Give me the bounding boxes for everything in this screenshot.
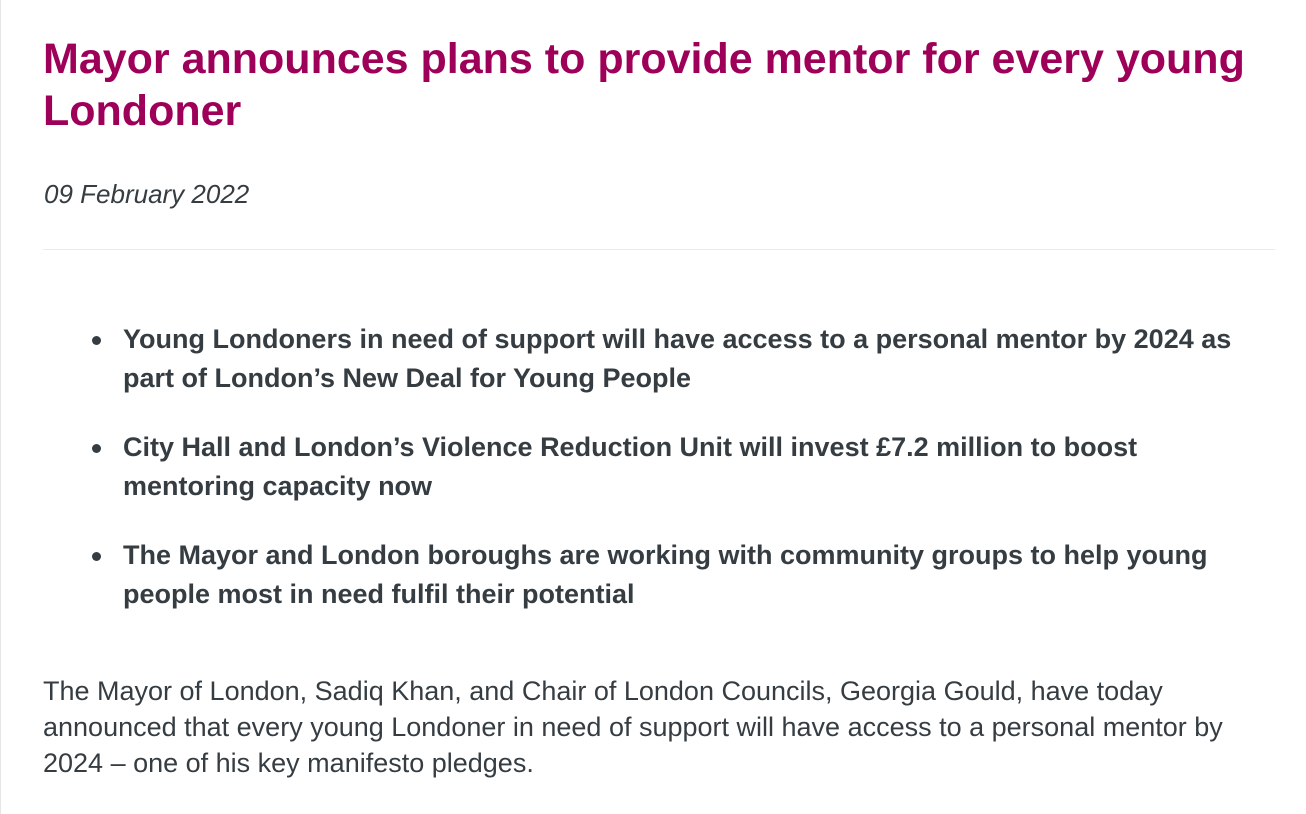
bullet-icon xyxy=(92,336,101,345)
highlight-text: City Hall and London’s Violence Reduction Unit will invest £7.2 million to boost mentoring capacity now xyxy=(123,432,1138,501)
highlights-list xyxy=(43,320,1275,644)
publish-date: 09 February 2022 xyxy=(44,179,250,209)
highlight-text: Young Londoners in need of support will have access to a personal mentor by 2024 as part of London’s New Deal for Young People xyxy=(123,324,1232,393)
bullet-icon xyxy=(92,552,101,561)
highlight-item xyxy=(43,428,1275,505)
bullet-icon xyxy=(92,444,101,453)
highlight-item xyxy=(43,536,1275,613)
divider xyxy=(43,249,1275,250)
article-title: Mayor announces plans to provide mentor for every young Londoner xyxy=(43,35,1245,135)
page-left-border xyxy=(0,0,1,814)
article-body-paragraph: The Mayor of London, Sadiq Khan, and Chair of London Councils, Georgia Gould, have today announced that every young Londoner in need of support will have access to a personal mentor by 2024 – one of his key manifesto pledges. xyxy=(43,676,1223,778)
highlight-text: The Mayor and London boroughs are working with community groups to help young people most in need fulfil their potential xyxy=(123,540,1208,609)
highlight-item xyxy=(43,320,1275,397)
